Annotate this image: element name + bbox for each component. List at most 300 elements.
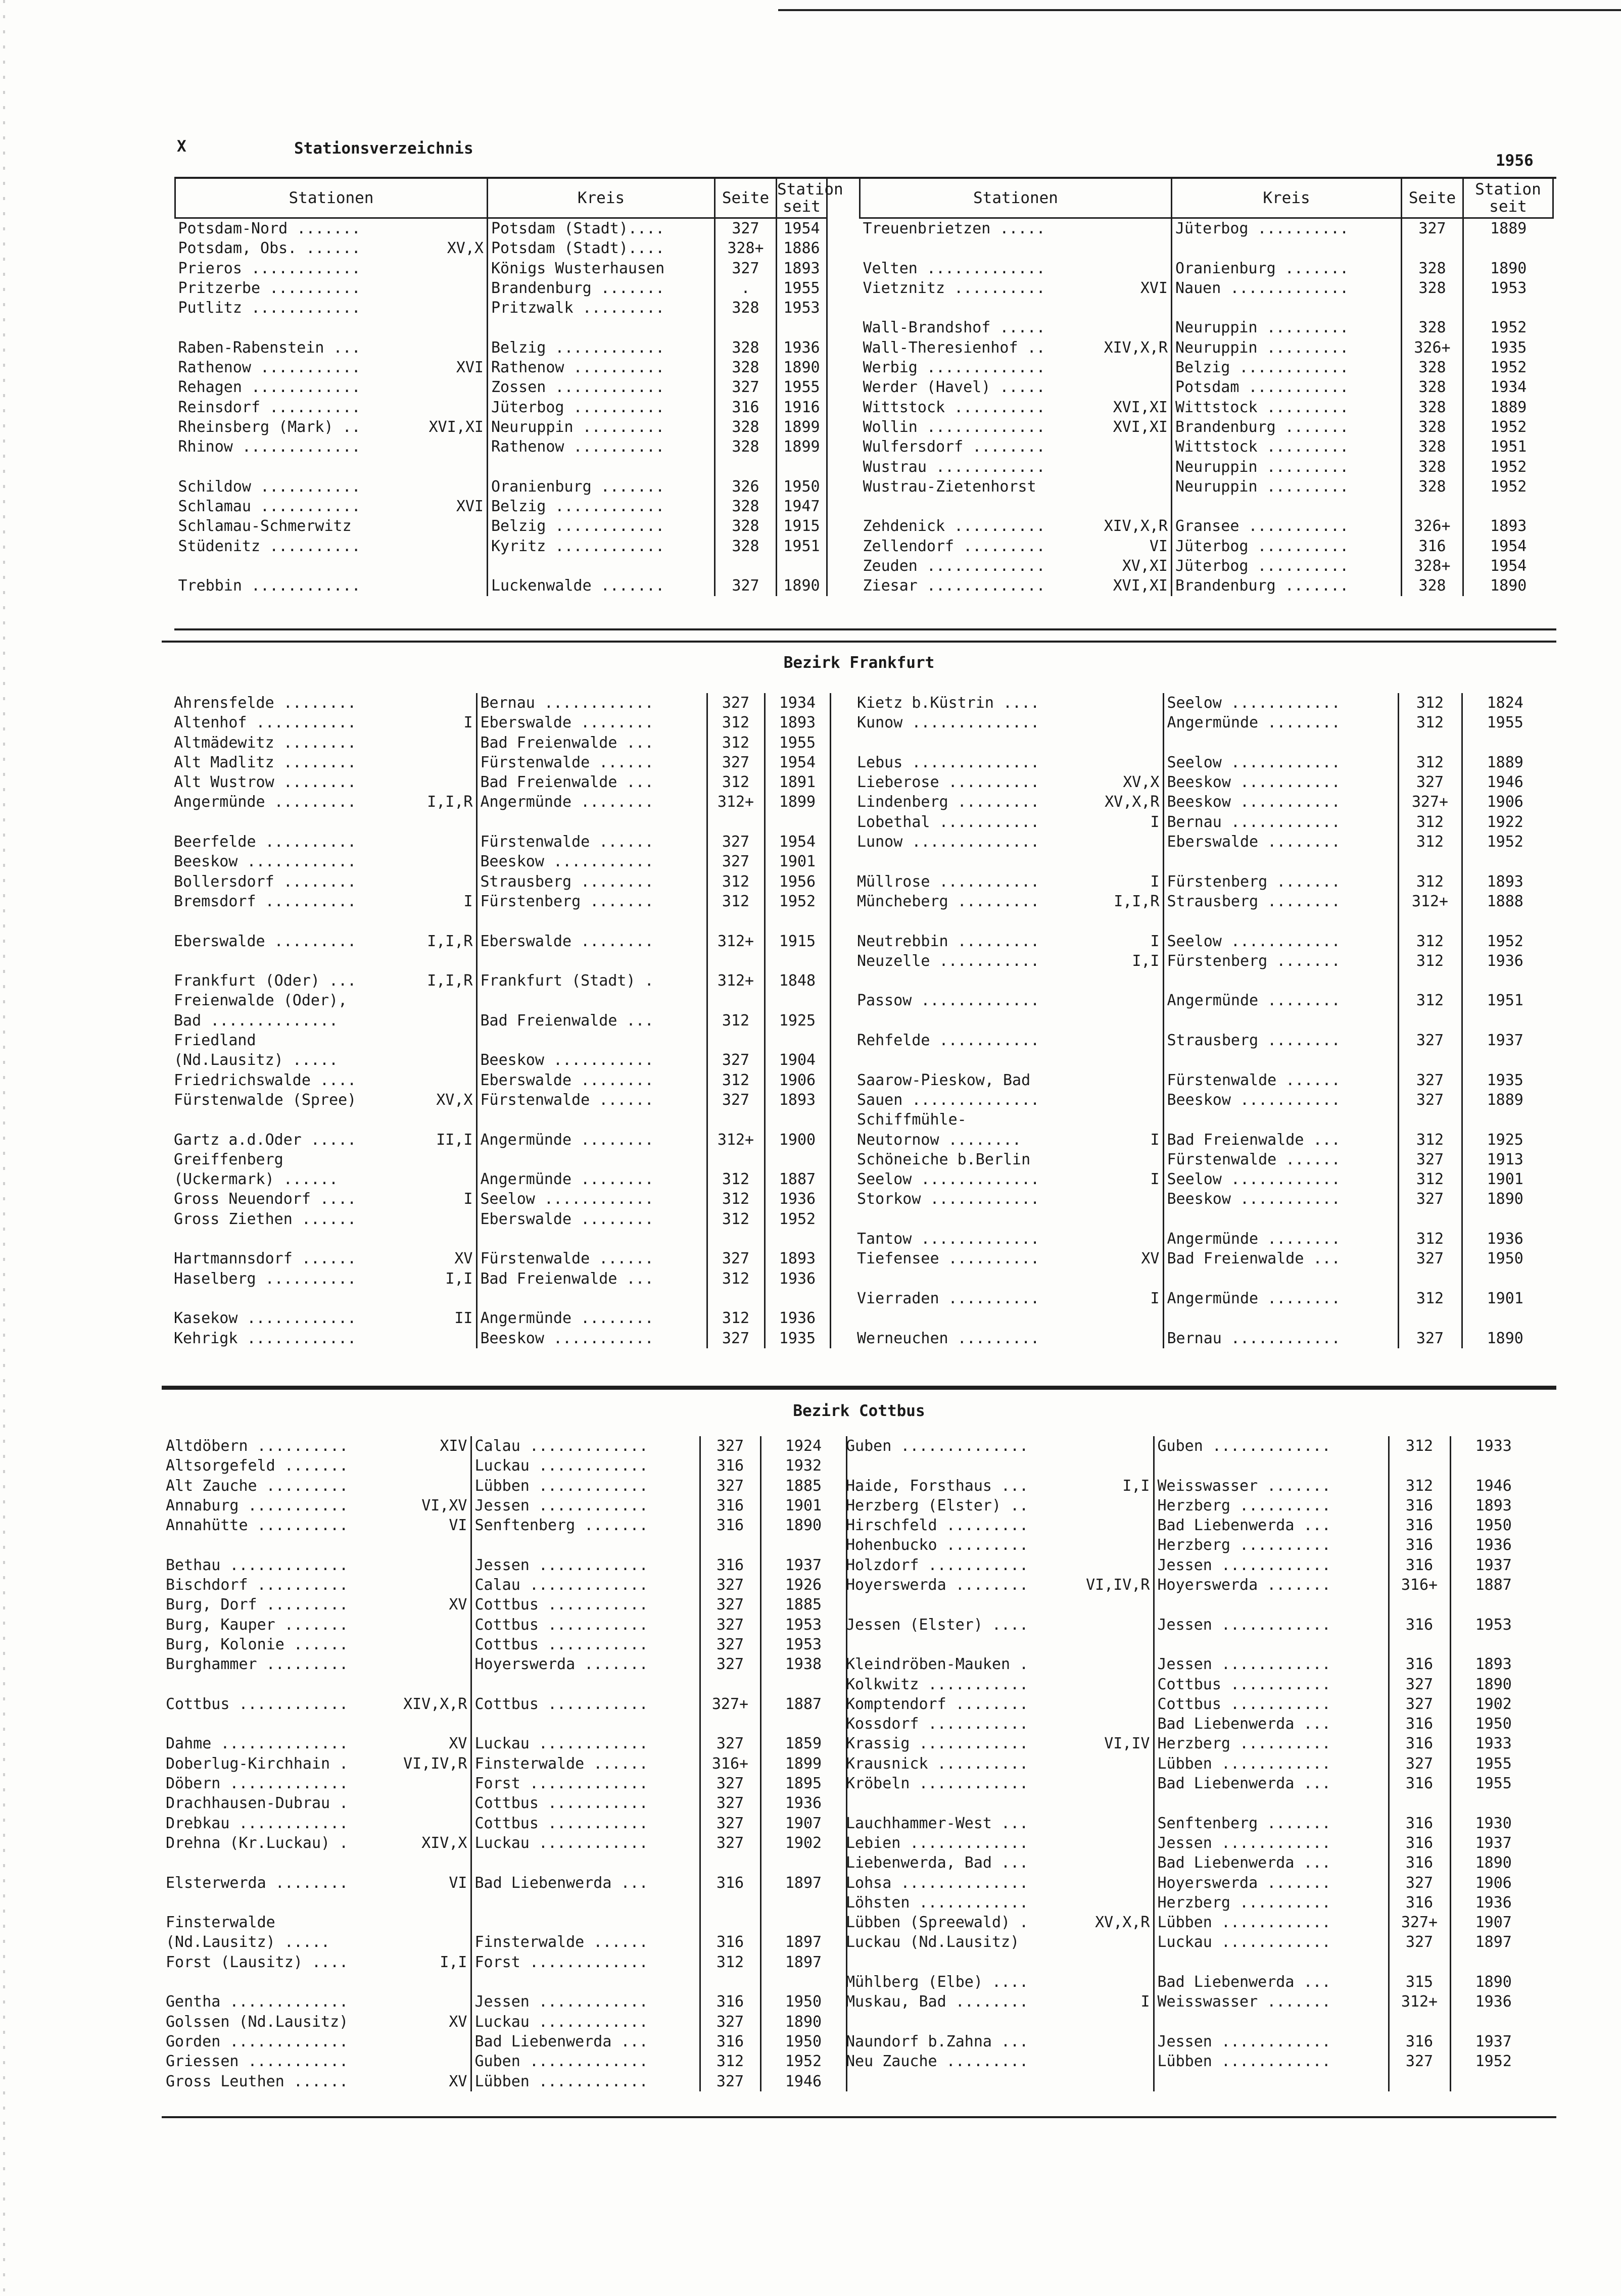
station-entry bbox=[174, 892, 473, 911]
station-network-code: XIV,X,R bbox=[1104, 338, 1168, 357]
station-seit-cell: 1946 bbox=[1487, 773, 1523, 792]
station-entry bbox=[863, 457, 1168, 477]
station-name: Neuzelle ........... bbox=[857, 952, 1040, 970]
station-network-code bbox=[471, 1050, 473, 1070]
station-seit-cell: 1954 bbox=[765, 832, 830, 852]
station-network-code bbox=[1158, 1090, 1160, 1110]
station-cell bbox=[843, 1575, 1154, 1595]
station-cell bbox=[171, 852, 476, 871]
station-name: Annaburg ........... bbox=[166, 1496, 349, 1515]
station-seit-cell: 1952 bbox=[1490, 418, 1527, 436]
section-title: Bezirk Frankfurt bbox=[783, 654, 935, 672]
station-table-right bbox=[859, 179, 1554, 596]
kreis-cell: Luckau ............ bbox=[471, 1734, 700, 1753]
kreis-cell: Bad Freienwalde ... bbox=[476, 772, 707, 792]
station-name: Wustrau-Zietenhorst bbox=[863, 477, 1036, 496]
station-name: Rheinsberg (Mark) .. bbox=[178, 418, 361, 436]
station-name: Gentha ............. bbox=[166, 1993, 349, 2011]
station-cell bbox=[854, 713, 1163, 732]
station-cell bbox=[171, 1209, 476, 1229]
kreis-cell: Seelow ............ bbox=[476, 1189, 707, 1209]
table-row bbox=[854, 1289, 1548, 1308]
station-cell bbox=[843, 1774, 1154, 1793]
station-entry bbox=[166, 1456, 467, 1476]
station-seit-cell bbox=[1450, 1456, 1536, 1476]
station-table-right bbox=[843, 1436, 1536, 2091]
station-entry bbox=[178, 536, 484, 556]
station-entry bbox=[166, 1635, 467, 1654]
station-cell bbox=[860, 377, 1172, 397]
station-network-code: XVI bbox=[456, 359, 484, 377]
kreis-cell: Luckau ............ bbox=[471, 1833, 700, 1853]
station-seit-cell: 1950 bbox=[1487, 1250, 1523, 1268]
top-rule bbox=[778, 9, 1621, 11]
seite-cell: 327 bbox=[700, 2012, 760, 2032]
station-entry bbox=[174, 1189, 473, 1209]
kreis-cell: Lübben ............ bbox=[1154, 2051, 1389, 2071]
station-name: Kröbeln ............ bbox=[846, 1775, 1029, 1793]
station-name: Liebenwerda, Bad ... bbox=[846, 1854, 1029, 1872]
station-cell bbox=[171, 951, 476, 971]
table-row bbox=[854, 772, 1548, 792]
station-entry bbox=[174, 1249, 473, 1268]
seite-cell: 312 bbox=[1398, 832, 1462, 852]
station-network-code bbox=[1148, 1932, 1150, 1952]
seite-cell bbox=[707, 1110, 765, 1130]
station-network-code bbox=[471, 1031, 473, 1050]
table-row bbox=[860, 238, 1553, 258]
station-seit-cell: 1889 bbox=[1487, 753, 1523, 771]
kreis-cell bbox=[476, 1229, 707, 1249]
station-cell bbox=[854, 1269, 1163, 1289]
table-row bbox=[843, 1516, 1536, 1535]
station-network-code: XVI bbox=[1140, 279, 1168, 297]
seite-cell: 312 bbox=[707, 1169, 765, 1189]
kreis-cell: Kyritz ............ bbox=[488, 536, 715, 556]
station-seit-cell: 1950 bbox=[1475, 1517, 1512, 1535]
kreis-cell bbox=[1163, 733, 1398, 753]
station-seit-cell: 1952 bbox=[1490, 458, 1527, 476]
station-cell bbox=[843, 1952, 1154, 1972]
kreis-cell bbox=[1154, 2012, 1389, 2032]
station-network-code bbox=[1166, 377, 1168, 397]
station-cell bbox=[854, 892, 1163, 911]
station-name: Griessen ........... bbox=[166, 2053, 349, 2071]
kreis-cell bbox=[476, 1150, 707, 1169]
station-network-code bbox=[465, 1932, 467, 1952]
table-row bbox=[171, 1329, 830, 1348]
station-seit-cell bbox=[1462, 1308, 1548, 1328]
station-network-code bbox=[1148, 1615, 1150, 1635]
station-name: Lebus .............. bbox=[857, 753, 1040, 771]
seite-cell: 316 bbox=[700, 1932, 760, 1952]
station-network-code bbox=[1148, 1814, 1150, 1833]
seite-cell: 316 bbox=[700, 1516, 760, 1535]
station-network-code bbox=[471, 832, 473, 852]
station-name: Drachhausen-Dubrau . bbox=[166, 1794, 349, 1813]
station-entry bbox=[863, 477, 1168, 497]
station-name: Lübben (Spreewald) . bbox=[846, 1914, 1029, 1932]
seite-cell: 327 bbox=[1398, 1189, 1462, 1209]
station-seit-cell: 1913 bbox=[1487, 1150, 1523, 1168]
station-entry bbox=[174, 1050, 473, 1070]
seite-cell: 312+ bbox=[707, 792, 765, 812]
station-cell bbox=[175, 298, 488, 318]
station-seit-cell: 1889 bbox=[1490, 398, 1527, 416]
station-network-code bbox=[465, 1575, 467, 1595]
station-entry bbox=[166, 1516, 467, 1535]
station-entry bbox=[846, 1555, 1150, 1575]
table-row bbox=[854, 1150, 1548, 1169]
seite-cell: 328 bbox=[1402, 278, 1463, 298]
table-row bbox=[171, 832, 830, 852]
station-entry bbox=[857, 792, 1160, 812]
table-row bbox=[843, 2032, 1536, 2051]
station-cell bbox=[860, 259, 1172, 278]
station-name: Rhinow ............. bbox=[178, 438, 361, 456]
table-row bbox=[854, 1011, 1548, 1031]
table-row bbox=[860, 576, 1553, 596]
station-cell bbox=[854, 792, 1163, 812]
kreis-cell: Fürstenberg ....... bbox=[476, 892, 707, 911]
station-cell bbox=[854, 1249, 1163, 1268]
station-seit-cell: 1893 bbox=[765, 1090, 830, 1110]
seite-cell: 312 bbox=[1398, 753, 1462, 772]
station-cell bbox=[171, 1090, 476, 1110]
kreis-cell bbox=[476, 1289, 707, 1308]
table-row bbox=[163, 1654, 846, 1674]
station-cell bbox=[854, 1289, 1163, 1308]
seite-cell bbox=[707, 1150, 765, 1169]
station-network-code: I,I bbox=[1122, 1477, 1150, 1495]
kreis-cell: Cottbus ........... bbox=[1154, 1694, 1389, 1714]
station-seit-cell: 1890 bbox=[1487, 1190, 1523, 1208]
station-cell bbox=[175, 218, 488, 239]
kreis-cell: Jessen ............ bbox=[1154, 1615, 1389, 1635]
table-row bbox=[175, 576, 827, 596]
station-seit-cell: 1950 bbox=[1475, 1715, 1512, 1733]
station-cell bbox=[854, 1130, 1163, 1150]
table-row bbox=[171, 991, 830, 1010]
station-entry bbox=[857, 772, 1160, 792]
station-seit-cell: 1953 bbox=[1475, 1616, 1512, 1634]
seite-cell: 312 bbox=[707, 733, 765, 753]
station-cell bbox=[171, 991, 476, 1010]
kreis-cell: Beeskow ........... bbox=[476, 1329, 707, 1348]
station-cell bbox=[163, 1595, 471, 1615]
table-row bbox=[171, 892, 830, 911]
table-row bbox=[860, 298, 1553, 318]
station-name: Zellendorf ......... bbox=[863, 537, 1045, 555]
kreis-cell: Brandenburg ....... bbox=[1172, 417, 1402, 437]
table-row bbox=[171, 1269, 830, 1289]
station-name: Mühlberg (Elbe) .... bbox=[846, 1973, 1029, 1991]
station-cell bbox=[843, 2032, 1154, 2051]
station-network-code: VI bbox=[449, 1517, 467, 1535]
seite-cell: 316+ bbox=[700, 1754, 760, 1774]
station-cell bbox=[843, 1913, 1154, 1932]
station-name: Finsterwalde bbox=[166, 1914, 275, 1932]
table-row bbox=[854, 872, 1548, 892]
station-cell bbox=[843, 1992, 1154, 2012]
kreis-cell: Bad Liebenwerda ... bbox=[1154, 1972, 1389, 1992]
station-network-code: I bbox=[1150, 1170, 1160, 1189]
station-name: Bollersdorf ........ bbox=[174, 872, 357, 891]
station-cell bbox=[860, 417, 1172, 437]
table-row bbox=[854, 733, 1548, 753]
station-seit-cell: 1925 bbox=[1487, 1131, 1523, 1149]
station-cell bbox=[171, 693, 476, 713]
station-name: Wall-Theresienhof .. bbox=[863, 338, 1045, 357]
table-row bbox=[843, 1535, 1536, 1555]
station-network-code bbox=[471, 733, 473, 753]
station-entry bbox=[863, 219, 1168, 238]
table-row bbox=[854, 832, 1548, 852]
seite-cell bbox=[715, 457, 777, 477]
seite-cell bbox=[1402, 497, 1463, 516]
seite-cell: 327 bbox=[700, 1833, 760, 1853]
table-row bbox=[860, 358, 1553, 377]
station-seit-cell: 1890 bbox=[777, 358, 827, 377]
station-entry bbox=[863, 556, 1168, 576]
col-header-stationen: Stationen bbox=[175, 179, 488, 218]
station-cell bbox=[171, 1229, 476, 1249]
seite-cell: 327 bbox=[700, 1635, 760, 1654]
station-cell bbox=[843, 1754, 1154, 1774]
seite-cell: 327 bbox=[1398, 1150, 1462, 1169]
seite-cell: 328 bbox=[1402, 576, 1463, 596]
seite-cell: 312 bbox=[707, 1070, 765, 1090]
station-seit-cell bbox=[1462, 971, 1548, 991]
station-seit-cell: 1906 bbox=[1487, 793, 1523, 811]
station-name: Friedrichswalde .... bbox=[174, 1071, 357, 1089]
table-row bbox=[171, 693, 830, 713]
table-row bbox=[175, 398, 827, 417]
station-entry bbox=[166, 2072, 467, 2091]
station-network-code bbox=[482, 219, 484, 238]
station-cell bbox=[171, 792, 476, 812]
kreis-cell: Belzig ............ bbox=[488, 516, 715, 536]
station-seit-cell: 1951 bbox=[777, 536, 827, 556]
seite-cell: 316 bbox=[1389, 1714, 1450, 1734]
table-row bbox=[163, 1893, 846, 1913]
station-seit-cell: 1954 bbox=[1490, 557, 1527, 575]
station-seit-cell: 1950 bbox=[777, 477, 827, 497]
table-row bbox=[854, 1308, 1548, 1328]
kreis-cell bbox=[1172, 298, 1402, 318]
station-entry bbox=[846, 1893, 1150, 1913]
kreis-cell: Neuruppin ......... bbox=[1172, 457, 1402, 477]
station-name: Muskau, Bad ........ bbox=[846, 1993, 1029, 2011]
seite-cell: 312 bbox=[1398, 1130, 1462, 1150]
station-seit-cell: 1935 bbox=[1487, 1071, 1523, 1089]
table-row bbox=[171, 1169, 830, 1189]
station-network-code bbox=[482, 477, 484, 497]
station-name: Gross Neuendorf .... bbox=[174, 1190, 357, 1208]
station-seit-cell: 1955 bbox=[765, 733, 830, 753]
station-cell bbox=[843, 1595, 1154, 1615]
station-seit-cell bbox=[760, 1535, 846, 1555]
column-header-row bbox=[175, 179, 827, 218]
kreis-cell: Pritzwalk ......... bbox=[488, 298, 715, 318]
station-cell bbox=[854, 1011, 1163, 1031]
station-name: Burg, Dorf ......... bbox=[166, 1596, 349, 1614]
col-header-kreis: Kreis bbox=[1172, 179, 1402, 218]
station-network-code: XV,XI bbox=[1122, 557, 1168, 575]
station-name: Lohsa .............. bbox=[846, 1874, 1029, 1892]
station-seit-cell: 1936 bbox=[1475, 1536, 1512, 1554]
table-row bbox=[854, 1189, 1548, 1209]
station-entry bbox=[178, 219, 484, 238]
station-network-code bbox=[482, 377, 484, 397]
kreis-cell: Beeskow ........... bbox=[1163, 772, 1398, 792]
station-cell bbox=[163, 1714, 471, 1734]
station-seit-cell bbox=[1462, 1110, 1548, 1130]
station-seit-cell bbox=[1462, 1011, 1548, 1031]
station-network-code bbox=[482, 338, 484, 358]
station-entry bbox=[166, 1833, 467, 1853]
table-row bbox=[843, 1635, 1536, 1654]
station-entry bbox=[174, 753, 473, 772]
station-network-code bbox=[465, 1635, 467, 1654]
station-entry bbox=[846, 1992, 1150, 2012]
station-entry bbox=[166, 1694, 467, 1714]
station-seit-cell: 1952 bbox=[1475, 2053, 1512, 2071]
seite-cell: 316+ bbox=[1389, 1575, 1450, 1595]
station-seit-cell: 1947 bbox=[777, 497, 827, 516]
station-entry bbox=[846, 1575, 1150, 1595]
station-cell bbox=[163, 1793, 471, 1813]
station-cell bbox=[854, 932, 1163, 951]
station-entry bbox=[857, 753, 1160, 772]
table-row bbox=[175, 417, 827, 437]
kreis-cell: Nauen ............. bbox=[1172, 278, 1402, 298]
station-cell bbox=[860, 477, 1172, 497]
table-row bbox=[171, 1070, 830, 1090]
station-entry bbox=[166, 1774, 467, 1793]
station-network-code bbox=[471, 1329, 473, 1348]
seite-cell: 312 bbox=[1398, 932, 1462, 951]
station-name: Rehfelde ........... bbox=[857, 1032, 1040, 1050]
station-network-code: VI,IV,R bbox=[1086, 1576, 1150, 1594]
station-name: Wollin ............. bbox=[863, 418, 1045, 436]
station-entry bbox=[174, 733, 473, 753]
kreis-cell: Jessen ............ bbox=[471, 1496, 700, 1516]
seite-cell: 327 bbox=[700, 1774, 760, 1793]
seite-cell: 328 bbox=[1402, 259, 1463, 278]
kreis-cell: Königs Wusterhausen bbox=[488, 259, 715, 278]
station-name: Eberswalde ......... bbox=[174, 932, 357, 950]
station-network-code bbox=[465, 1456, 467, 1476]
station-cell bbox=[854, 733, 1163, 753]
seite-cell: 328+ bbox=[1402, 556, 1463, 576]
station-seit-cell: 1897 bbox=[760, 1932, 846, 1952]
station-seit-cell: 1925 bbox=[765, 1011, 830, 1031]
station-seit-cell: 1936 bbox=[1487, 1230, 1523, 1248]
station-cell bbox=[854, 911, 1163, 931]
station-cell bbox=[163, 2072, 471, 2091]
station-seit-cell: 1893 bbox=[1475, 1655, 1512, 1674]
station-cell bbox=[163, 1814, 471, 1833]
station-seit-cell: 1952 bbox=[765, 892, 830, 911]
kreis-cell: Cottbus ........... bbox=[471, 1814, 700, 1833]
kreis-cell: Cottbus ........... bbox=[471, 1635, 700, 1654]
station-cell bbox=[854, 753, 1163, 772]
kreis-cell: Angermünde ........ bbox=[476, 792, 707, 812]
seite-cell bbox=[1398, 1269, 1462, 1289]
seite-cell: 316 bbox=[1389, 1893, 1450, 1913]
seite-cell: 327+ bbox=[700, 1694, 760, 1714]
station-seit-cell: 1824 bbox=[1487, 694, 1523, 712]
table-row bbox=[175, 457, 827, 477]
kreis-cell: Angermünde ........ bbox=[1163, 713, 1398, 732]
kreis-cell bbox=[1163, 971, 1398, 991]
station-network-code bbox=[1158, 832, 1160, 852]
seite-cell: 327+ bbox=[1389, 1913, 1450, 1932]
station-seit-cell: 1952 bbox=[1490, 319, 1527, 337]
station-cell bbox=[854, 1189, 1163, 1209]
station-cell bbox=[171, 1169, 476, 1189]
seite-cell: 316 bbox=[700, 1555, 760, 1575]
station-network-code bbox=[465, 1774, 467, 1793]
station-seit-cell: 1902 bbox=[760, 1833, 846, 1853]
station-entry bbox=[846, 1853, 1150, 1873]
station-entry bbox=[178, 398, 484, 417]
seite-cell bbox=[1398, 733, 1462, 753]
seite-cell bbox=[700, 1853, 760, 1873]
station-cell bbox=[854, 1070, 1163, 1090]
station-seit-cell: 1933 bbox=[1475, 1437, 1512, 1455]
station-name: Stüdenitz .......... bbox=[178, 537, 361, 555]
table-row bbox=[843, 1774, 1536, 1793]
station-cell bbox=[854, 812, 1163, 832]
station-entry bbox=[166, 1496, 467, 1516]
station-cell bbox=[171, 1031, 476, 1050]
kreis-cell: Rathenow .......... bbox=[488, 358, 715, 377]
station-network-code bbox=[465, 1814, 467, 1833]
kreis-cell: Angermünde ........ bbox=[476, 1130, 707, 1150]
station-cell bbox=[843, 1615, 1154, 1635]
station-seit-cell bbox=[1462, 911, 1548, 931]
station-name: Alt Madlitz ........ bbox=[174, 753, 357, 771]
station-entry bbox=[857, 1329, 1160, 1348]
seite-cell bbox=[1398, 1011, 1462, 1031]
table-row bbox=[860, 278, 1553, 298]
station-entry bbox=[846, 1654, 1150, 1674]
station-entry bbox=[166, 1873, 467, 1893]
table-row bbox=[175, 259, 827, 278]
station-network-code bbox=[1148, 1833, 1150, 1853]
station-seit-cell: 1888 bbox=[1487, 892, 1523, 910]
section-title: Bezirk Cottbus bbox=[793, 1402, 925, 1420]
seite-cell bbox=[715, 318, 777, 337]
table-row bbox=[171, 1150, 830, 1169]
seite-cell: 312 bbox=[1389, 1436, 1450, 1456]
station-seit-cell: 1954 bbox=[765, 753, 830, 772]
station-network-code bbox=[465, 1654, 467, 1674]
station-cell bbox=[854, 693, 1163, 713]
kreis-cell: Luckau ............ bbox=[471, 2012, 700, 2032]
station-seit-cell: 1907 bbox=[760, 1814, 846, 1833]
station-cell bbox=[171, 832, 476, 852]
kreis-cell: Rathenow .......... bbox=[488, 437, 715, 457]
kreis-cell: Fürstenberg ....... bbox=[1163, 951, 1398, 971]
kreis-cell: Beeskow ........... bbox=[1163, 1090, 1398, 1110]
station-cell bbox=[163, 1476, 471, 1496]
table-row bbox=[843, 1456, 1536, 1476]
seite-cell: 327 bbox=[715, 377, 777, 397]
station-network-code bbox=[1166, 477, 1168, 497]
